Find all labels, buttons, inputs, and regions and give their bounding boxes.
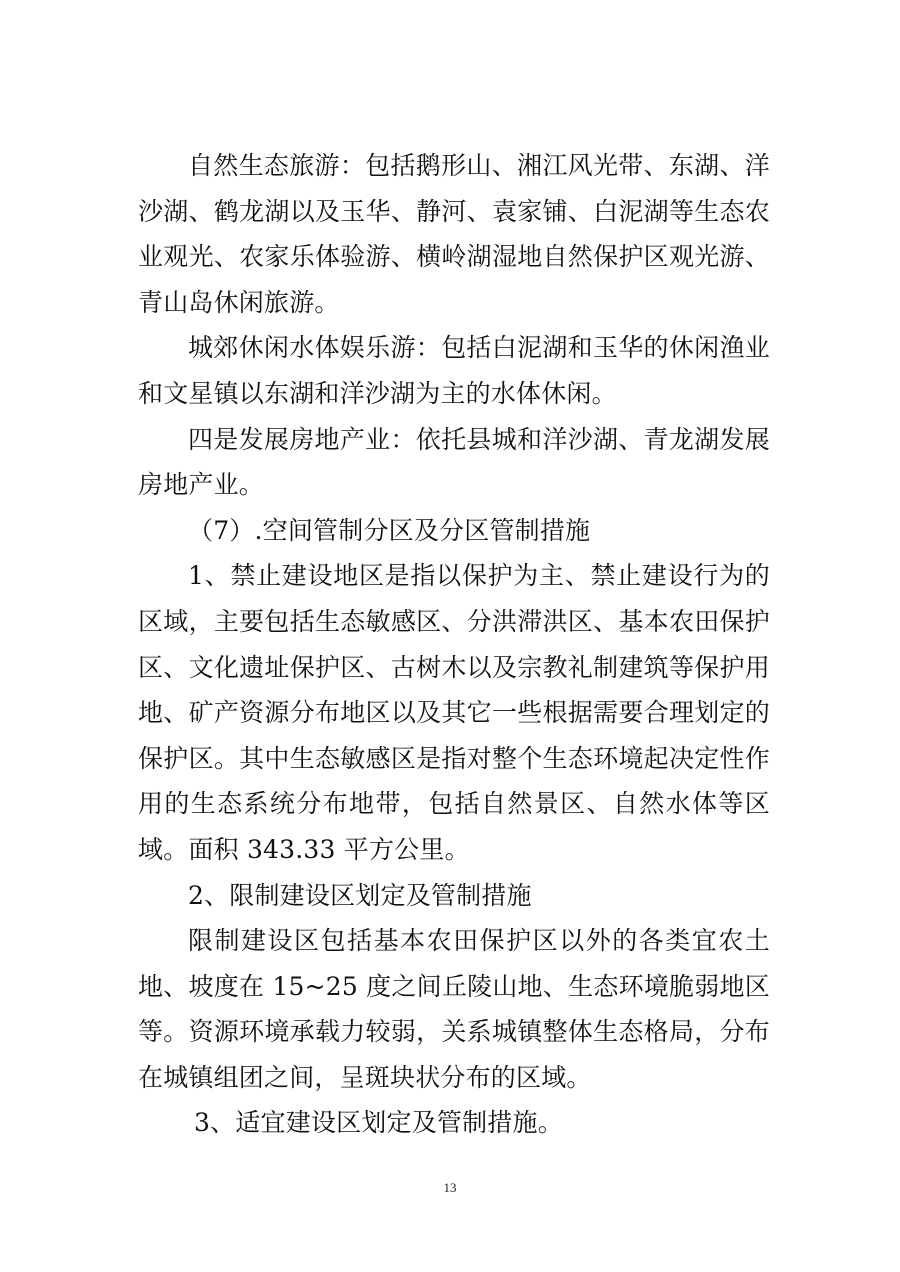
paragraph-real-estate: 四是发展房地产业：依托县城和洋沙湖、青龙湖发展房地产业。 [138, 424, 770, 500]
subheading-restricted-zone: 2、限制建设区划定及管制措施 [188, 880, 532, 910]
page-number: 13 [443, 1180, 457, 1195]
body-text [138, 143, 770, 1146]
paragraph-natural-eco-tourism: 自然生态旅游：包括鹅形山、湘江风光带、东湖、洋沙湖、鹤龙湖以及玉华、静河、袁家铺、白泥湖等生态农业观光、农家乐体验游、横岭湖湿地自然保护区观光游、青山岛休闲旅游。 [138, 151, 770, 317]
paragraph-suburban-water-tourism: 城郊休闲水体娱乐游：包括白泥湖和玉华的休闲渔业和文星镇以东湖和洋沙湖为主的水体休闲。 [138, 333, 770, 408]
subheading-suitable-zone: 3、适宜建设区划定及管制措施。 [194, 1108, 563, 1138]
paragraph-prohibited-zone: 1、禁止建设地区是指以保护为主、禁止建设行为的区域，主要包括生态敏感区、分洪滞洪区、基本农田保护区、文化遗址保护区、古树木以及宗教礼制建筑等保护用地、矿产资源分布地区以及其它一些根据需要合理划定的保护区。其中生态敏感区是指对整个生态环境起决定性作用的生态系统分布地带，包括自然景区、自然水体等区域。面积 343.33 平方公里。 [138, 561, 770, 864]
section-heading-spatial-control: （7）.空间管制分区及分区管制措施 [188, 515, 591, 545]
paragraph-restricted-zone: 限制建设区包括基本农田保护区以外的各类宜农土地、坡度在 15~25 度之间丘陵山地、生态环境脆弱地区等。资源环境承载力较弱，关系城镇整体生态格局，分布在城镇组团之间，呈斑块状分布的区域。 [138, 926, 770, 1092]
